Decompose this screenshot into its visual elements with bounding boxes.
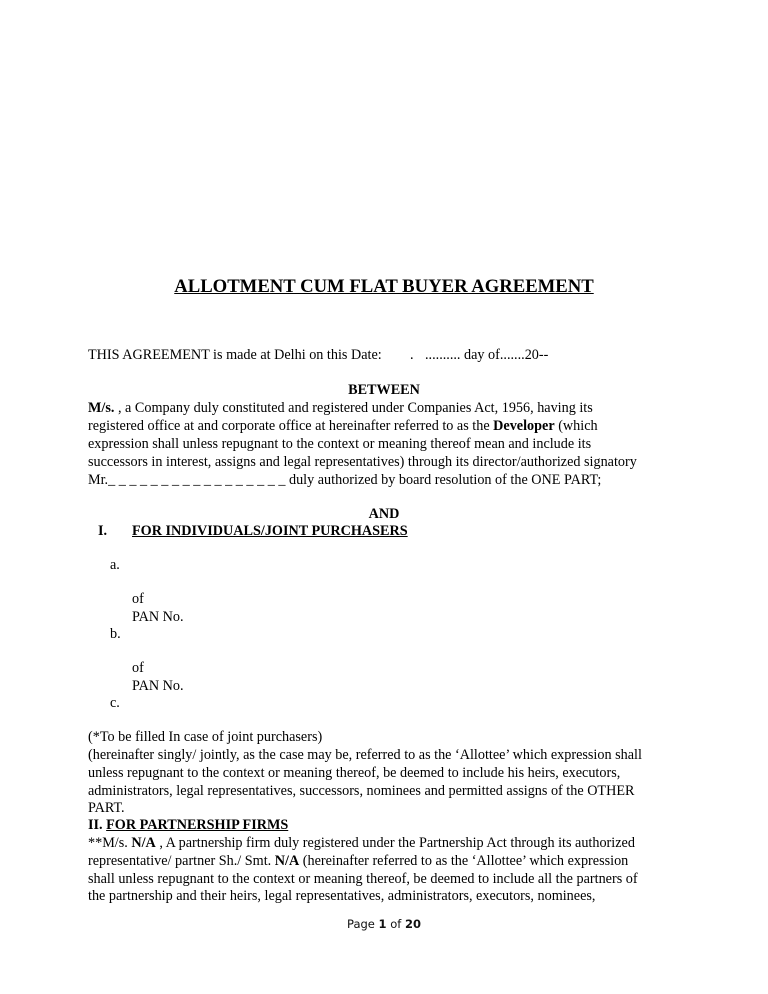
partnership-line-4: the partnership and their heirs, legal representatives, administrators, executors, nominees, xyxy=(88,888,596,904)
intro-line xyxy=(88,346,382,364)
footer-total-pages: 20 xyxy=(404,917,421,931)
purchaser-b-of: of xyxy=(132,660,144,676)
between-heading: BETWEEN xyxy=(348,382,420,398)
section-2-heading: FOR PARTNERSHIP FIRMS xyxy=(106,817,289,833)
developer-line-2-post: (which xyxy=(554,418,598,434)
intro-dot: . xyxy=(410,347,414,363)
section-1-number: I. xyxy=(98,523,108,539)
intro-day: .......... day of.......20-- xyxy=(425,347,549,363)
developer-term: Developer xyxy=(493,418,555,434)
partnership-line-1-pre: **M/s. xyxy=(88,835,132,851)
purchaser-c-label: c. xyxy=(110,695,120,711)
and-heading: AND xyxy=(368,506,400,522)
purchaser-b-label: b. xyxy=(110,626,121,642)
partnership-line-2-post: (hereinafter referred to as the ‘Allottee’ which expression xyxy=(299,853,629,869)
developer-line-2 xyxy=(88,417,598,435)
section-1-heading: FOR INDIVIDUALS/JOINT PURCHASERS xyxy=(132,523,408,539)
purchaser-a-label: a. xyxy=(110,557,120,573)
developer-line-2-pre: registered office at and corporate office at hereinafter referred to as the xyxy=(88,418,494,434)
developer-line-1 xyxy=(88,399,593,417)
section-2-number: II. xyxy=(88,817,107,833)
partnership-line-1-post: , A partnership firm duly registered under the Partnership Act through its authorized xyxy=(155,835,635,851)
developer-line-5: Mr._ _ _ _ _ _ _ _ _ _ _ _ _ _ _ _ _ duly authorized by board resolution of the ONE PART; xyxy=(88,472,602,488)
footer-page-label: Page xyxy=(347,917,375,931)
intro-text: THIS AGREEMENT is made at Delhi on this Date: xyxy=(88,347,382,363)
purchaser-a-of: of xyxy=(132,591,144,607)
partnership-line-1 xyxy=(88,834,635,852)
developer-line-4: successors in interest, assigns and legal representatives) through its director/authorized signatory xyxy=(88,454,637,470)
allottee-line-1: (*To be filled In case of joint purchasers) xyxy=(88,729,323,745)
document-title: ALLOTMENT CUM FLAT BUYER AGREEMENT xyxy=(174,276,594,297)
partnership-line-3: shall unless repugnant to the context or meaning thereof, be deemed to include all the partners of xyxy=(88,871,638,887)
developer-ms: M/s. xyxy=(88,400,115,416)
allottee-line-5: PART. xyxy=(88,800,125,816)
partnership-line-2 xyxy=(88,852,628,870)
partnership-line-2-pre: representative/ partner Sh./ Smt. xyxy=(88,853,275,869)
page-footer xyxy=(0,916,768,932)
footer-of: of xyxy=(390,917,402,931)
footer-page-number: 1 xyxy=(378,917,387,931)
developer-line-3: expression shall unless repugnant to the context or meaning thereof mean and include its xyxy=(88,436,592,452)
allottee-line-4: administrators, legal representatives, successors, nominees and permitted assigns of the OTHER xyxy=(88,783,635,799)
partnership-firm-name: N/A xyxy=(131,835,156,851)
purchaser-a-pan: PAN No. xyxy=(132,609,184,625)
allottee-line-2: (hereinafter singly/ jointly, as the case may be, referred to as the ‘Allottee’ which expression shall xyxy=(88,747,642,763)
partner-name: N/A xyxy=(274,853,300,869)
developer-line-1-text: , a Company duly constituted and registered under Companies Act, 1956, having its xyxy=(114,400,593,416)
purchaser-b-pan: PAN No. xyxy=(132,678,184,694)
allottee-line-3: unless repugnant to the context or meaning thereof, be deemed to include his heirs, executors, xyxy=(88,765,621,781)
section-2-line xyxy=(88,816,288,834)
